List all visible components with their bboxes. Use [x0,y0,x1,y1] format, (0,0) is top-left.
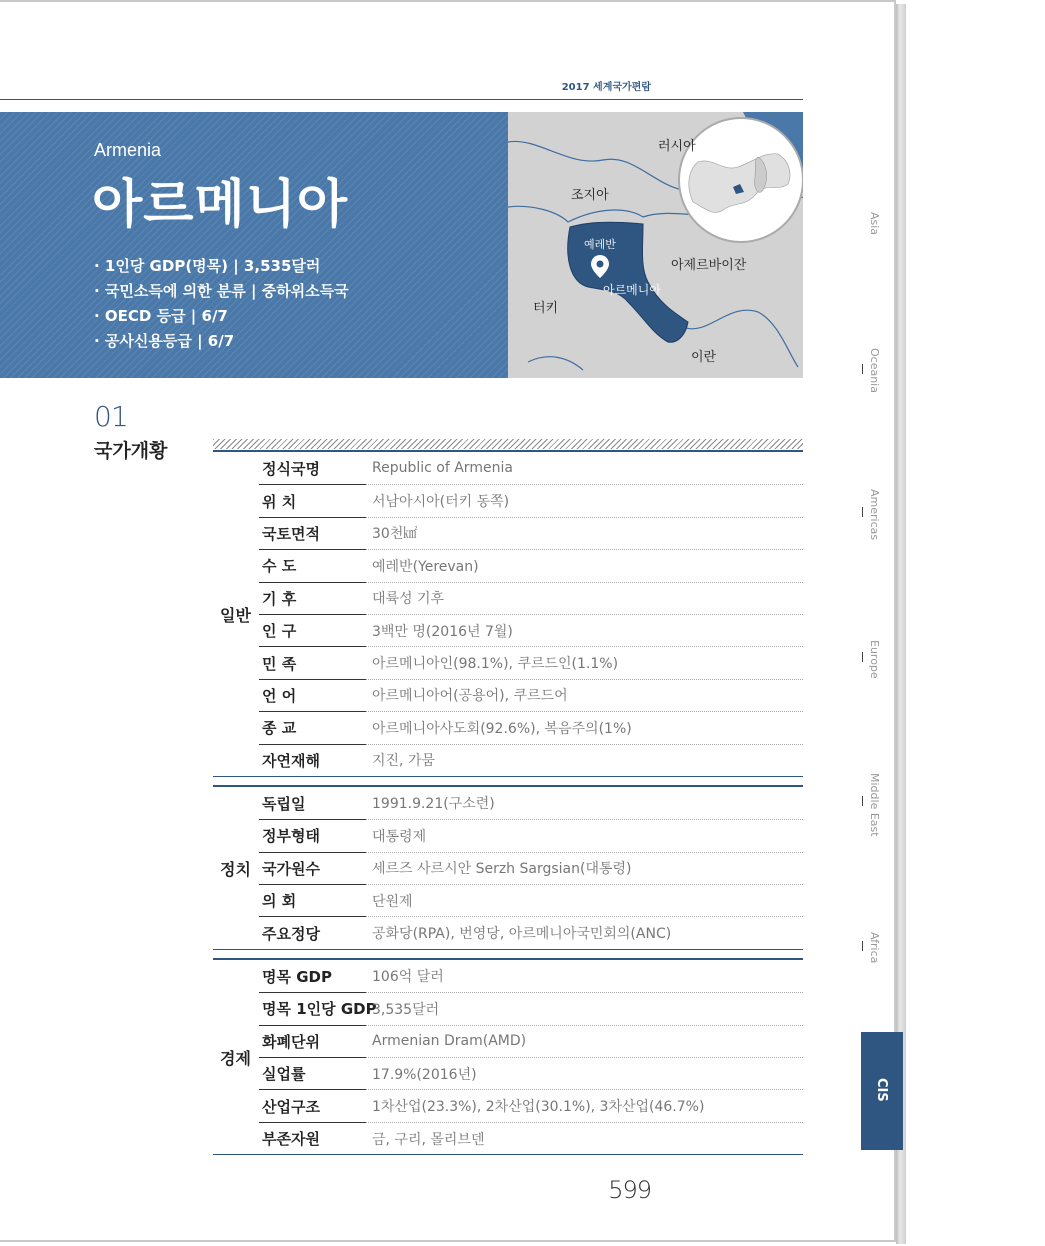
tab-tick [862,941,863,951]
row-key: 의 회 [259,884,366,916]
group-label: 경제 [220,1048,251,1068]
table-row [259,549,803,581]
group-divider [213,776,803,777]
map-label-georgia: 조지아 [571,188,609,203]
table-row [259,916,803,948]
table-row [259,819,803,851]
table-row [259,679,803,711]
section-number: 01 [94,400,128,433]
table-row [259,711,803,743]
row-value: 아르메니아인(98.1%), 쿠르드인(1.1%) [366,646,803,678]
page-number: 599 [608,1176,651,1204]
map-label-armenia: 아르메니아 [603,283,661,297]
row-key: 종 교 [259,711,366,743]
map-label-iran: 이란 [691,350,717,365]
row-key: 기 후 [259,582,366,614]
table-row [259,1089,803,1121]
row-key: 수 도 [259,549,366,581]
row-key: 실업률 [259,1057,366,1089]
table-row [259,1057,803,1089]
row-key: 국토면적 [259,517,366,549]
tab-americas[interactable] [862,489,888,549]
country-banner [0,112,508,378]
fact-credit: · 공사신용등급 | 6/7 [94,332,235,350]
tab-label: Europe [868,640,881,679]
row-key: 국가원수 [259,852,366,884]
fact-oecd: · OECD 등급 | 6/7 [94,307,228,325]
row-key: 언 어 [259,679,366,711]
row-value: 3백만 명(2016년 7월) [366,614,803,646]
fact-gdp: · 1인당 GDP(명목) | 3,535달러 [94,257,321,275]
tab-asia[interactable] [862,212,888,272]
row-key: 화폐단위 [259,1025,366,1057]
table-row [259,1025,803,1057]
table-row [259,960,803,992]
table-row [259,582,803,614]
tab-tick [862,652,863,662]
row-key: 독립일 [262,794,306,813]
row-key: 주요정당 [259,916,366,948]
tab-label: Americas [868,489,881,541]
row-key: 자연재해 [259,744,366,776]
row-value: 공화당(RPA), 번영당, 아르메니아국민회의(ANC) [366,916,803,948]
tab-label: Oceania [868,348,881,393]
table-row [259,1122,803,1154]
map-label-turkey: 터키 [533,301,559,316]
row-key: 정부형태 [259,819,366,851]
row-value: 금, 구리, 몰리브덴 [366,1122,803,1154]
table-row [259,787,803,819]
table-row [259,484,803,516]
country-name-ko: 아르메니아 [92,175,349,235]
header-rule [0,99,803,100]
tab-label: CIS [874,1078,889,1102]
row-value: 서남아시아(터키 동쪽) [366,484,803,516]
row-key: 산업구조 [259,1089,366,1121]
table-row [259,452,803,484]
fact-income-class: · 국민소득에 의한 분류 | 중하위소득국 [94,282,349,300]
hatch-divider [213,439,803,449]
group-label: 정치 [220,859,251,879]
row-key: 정식국명 [262,459,320,478]
group-economy [213,958,803,1155]
row-value: 17.9%(2016년) [366,1057,803,1089]
group-divider [213,949,803,950]
row-value: 예레반(Yerevan) [366,549,803,581]
row-value: Republic of Armenia [372,460,513,477]
tab-middle-east[interactable] [862,773,888,843]
row-key: 인 구 [259,614,366,646]
table-row [259,646,803,678]
map-label-azerbaijan: 아제르바이잔 [671,258,747,273]
row-value: Armenian Dram(AMD) [366,1025,803,1057]
row-value: 1차산업(23.3%), 2차산업(30.1%), 3차산업(46.7%) [366,1089,803,1121]
table-row [259,852,803,884]
row-value: 106억 달러 [372,969,444,986]
row-value: 대륙성 기후 [366,582,803,614]
row-value: 아르메니아어(공용어), 쿠르드어 [366,679,803,711]
key-facts [94,254,349,354]
row-value: 지진, 가뭄 [366,744,803,776]
tab-label: Asia [868,212,881,236]
table-row [259,884,803,916]
map-label-yerevan: 예레반 [584,238,616,251]
tab-europe[interactable] [862,640,888,700]
tab-tick [862,796,863,806]
row-key: 부존자원 [259,1122,366,1154]
row-key: 위 치 [259,484,366,516]
row-value: 세르즈 사르시안 Serzh Sargsian(대통령) [366,852,803,884]
running-header: 2017 세계국가편람 [561,82,651,93]
map-label-russia: 러시아 [658,139,696,154]
row-value: 대통령제 [366,819,803,851]
row-key: 명목 GDP [262,967,332,986]
row-value: 단원제 [366,884,803,916]
row-value: 1991.9.21(구소련) [372,796,495,813]
row-value: 3,535달러 [366,992,803,1024]
group-label: 일반 [220,605,251,625]
tab-label: Middle East [868,773,881,837]
location-map [508,112,803,378]
row-value: 아르메니아사도회(92.6%), 복음주의(1%) [366,711,803,743]
map-svg [508,112,803,378]
tab-africa[interactable] [862,932,888,982]
table-row [259,744,803,776]
table-row [259,614,803,646]
row-value: 30천㎢ [366,517,803,549]
row-key: 민 족 [259,646,366,678]
tab-label: Africa [868,932,881,964]
overview-table [213,450,803,1155]
country-name-en: Armenia [94,140,162,160]
table-row [259,517,803,549]
row-key: 명목 1인당 GDP [259,992,366,1024]
tab-oceania[interactable] [862,348,888,408]
tab-cis-active[interactable] [861,1032,903,1150]
group-general [213,450,803,777]
tab-tick [862,507,863,517]
table-row [259,992,803,1024]
section-title: 국가개황 [94,440,168,462]
group-politics [213,785,803,950]
tab-tick [862,364,863,374]
